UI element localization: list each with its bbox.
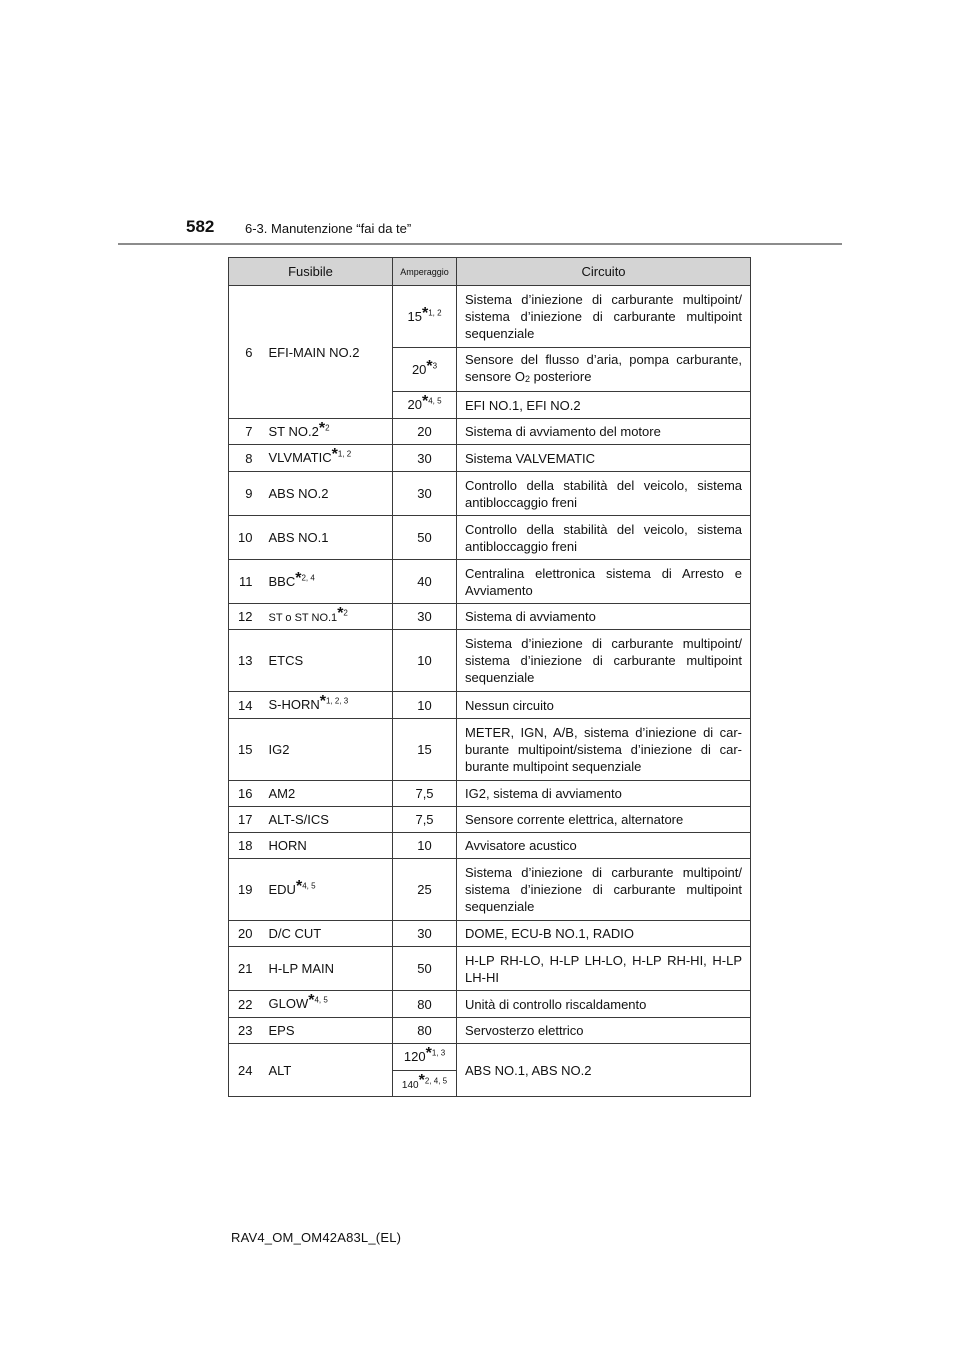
table-row [229,286,751,348]
table-header-row [229,258,751,286]
page-number: 582 [186,217,215,236]
fuse-circuit: H-LP RH-LO, H-LP LH-LO, H-LP RH-HI, H-LP LH-HI [457,947,751,991]
fuse-circuit: Avvisatore acustico [457,833,751,859]
fuse-amperage: 40 [393,560,457,604]
fuse-amperage: 20*$^3$ [393,348,457,392]
fuse-name: ST o ST NO.1*$^2$ [261,604,393,630]
table-row [229,719,751,781]
fuse-name: ST NO.2*$^2$ [261,419,393,445]
fuse-circuit: Controllo della stabilità del veicolo, sistema antibloccaggio freni [457,472,751,516]
fuse-circuit: METER, IGN, A/B, sistema d’iniezione di car- burante multipoint/sistema d’iniezione di car- burante multipoint sequenziale [457,719,751,781]
fuse-number: 10 [229,516,261,560]
fuse-name: ALT [261,1044,393,1097]
fuse-name: EFI-MAIN NO.2 [261,286,393,419]
table-row [229,560,751,604]
fuse-amperage: 10 [393,692,457,719]
fuse-circuit: Unità di controllo riscaldamento [457,991,751,1018]
fuse-name: ABS NO.1 [261,516,393,560]
table-row [229,833,751,859]
column-header-circuit: Circuito [457,258,751,286]
fuse-name: GLOW*$^{4, 5}$ [261,991,393,1018]
fuse-amperage: 10 [393,833,457,859]
fuse-name: ALT-S/ICS [261,807,393,833]
fuse-name: AM2 [261,781,393,807]
table-row [229,1044,751,1071]
fuse-circuit: DOME, ECU-B NO.1, RADIO [457,921,751,947]
fuse-circuit: Controllo della stabilità del veicolo, sistema antibloccaggio freni [457,516,751,560]
fuse-name: EDU*$^{4, 5}$ [261,859,393,921]
fuse-circuit: Servosterzo elettrico [457,1018,751,1044]
fuse-amperage: 50 [393,947,457,991]
fuse-circuit: Nessun circuito [457,692,751,719]
fuse-name: BBC*$^{2, 4}$ [261,560,393,604]
table-row [229,692,751,719]
fuse-circuit: Sistema d’iniezione di carburante multipoint/ sistema d’iniezione di carburante multipoint sequenziale [457,286,751,348]
table-row [229,604,751,630]
document-id: RAV4_OM_OM42A83L_(EL) [231,1230,402,1245]
fuse-name: VLVMATIC*$^{1, 2}$ [261,445,393,472]
table-row [229,445,751,472]
fuse-number: 14 [229,692,261,719]
table-row [229,419,751,445]
section-title: 6-3. Manutenzione “fai da te” [245,221,412,236]
header-divider [118,243,842,245]
fuse-amperage: 10 [393,630,457,692]
fuse-number: 15 [229,719,261,781]
table-row [229,630,751,692]
fuse-amperage: 80 [393,1018,457,1044]
fuse-circuit: Sistema di avviamento del motore [457,419,751,445]
fuse-amperage: 7,5 [393,807,457,833]
fuse-circuit: ABS NO.1, ABS NO.2 [457,1044,751,1097]
fuse-amperage: 30 [393,921,457,947]
table-row [229,921,751,947]
fuse-number: 7 [229,419,261,445]
column-header-amperage: Amperaggio [393,258,457,286]
fuse-name: ETCS [261,630,393,692]
fuse-number: 20 [229,921,261,947]
table-row [229,1018,751,1044]
table-row [229,807,751,833]
fuse-amperage: 15 [393,719,457,781]
fuse-table [228,257,751,1097]
table-row [229,859,751,921]
fuse-name: IG2 [261,719,393,781]
fuse-number: 24 [229,1044,261,1097]
fuse-number: 18 [229,833,261,859]
fuse-number: 16 [229,781,261,807]
fuse-number: 13 [229,630,261,692]
table-row [229,947,751,991]
fuse-name: HORN [261,833,393,859]
fuse-amperage: 30 [393,604,457,630]
fuse-number: 11 [229,560,261,604]
table-row [229,991,751,1018]
table-row [229,516,751,560]
fuse-circuit: Sistema d’iniezione di carburante multipoint/ sistema d’iniezione di carburante multipoint sequenziale [457,630,751,692]
fuse-number: 8 [229,445,261,472]
fuse-amperage: 20*$^{4, 5}$ [393,392,457,419]
fuse-name: H-LP MAIN [261,947,393,991]
fuse-number: 6 [229,286,261,419]
fuse-number: 9 [229,472,261,516]
fuse-circuit: Sensore del flusso d’aria, pompa carburante, sensore O2 posteriore [457,348,751,392]
fuse-circuit: IG2, sistema di avviamento [457,781,751,807]
fuse-amperage: 120*$^{1, 3}$ [393,1044,457,1071]
fuse-amperage: 30 [393,445,457,472]
fuse-amperage: 7,5 [393,781,457,807]
table-row [229,472,751,516]
fuse-name: D/C CUT [261,921,393,947]
fuse-amperage: 20 [393,419,457,445]
fuse-number: 17 [229,807,261,833]
fuse-circuit: Sistema d’iniezione di carburante multipoint/ sistema d’iniezione di carburante multipoint sequenziale [457,859,751,921]
fuse-amperage: 30 [393,472,457,516]
fuse-circuit: Sistema VALVEMATIC [457,445,751,472]
fuse-amperage: 50 [393,516,457,560]
fuse-amperage: 15*$^{1, 2}$ [393,286,457,348]
fuse-number: 19 [229,859,261,921]
fuse-circuit: Sistema di avviamento [457,604,751,630]
fuse-name: S-HORN*$^{1, 2, 3}$ [261,692,393,719]
fuse-number: 21 [229,947,261,991]
table-row [229,781,751,807]
fuse-number: 22 [229,991,261,1018]
fuse-amperage: 140*$^{2, 4, 5}$ [393,1071,457,1097]
fuse-name: ABS NO.2 [261,472,393,516]
fuse-circuit: Sensore corrente elettrica, alternatore [457,807,751,833]
column-header-fuse: Fusibile [229,258,393,286]
fuse-circuit: Centralina elettronica sistema di Arresto e Avviamento [457,560,751,604]
fuse-circuit: EFI NO.1, EFI NO.2 [457,392,751,419]
fuse-amperage: 25 [393,859,457,921]
fuse-number: 12 [229,604,261,630]
fuse-amperage: 80 [393,991,457,1018]
fuse-name: EPS [261,1018,393,1044]
fuse-number: 23 [229,1018,261,1044]
